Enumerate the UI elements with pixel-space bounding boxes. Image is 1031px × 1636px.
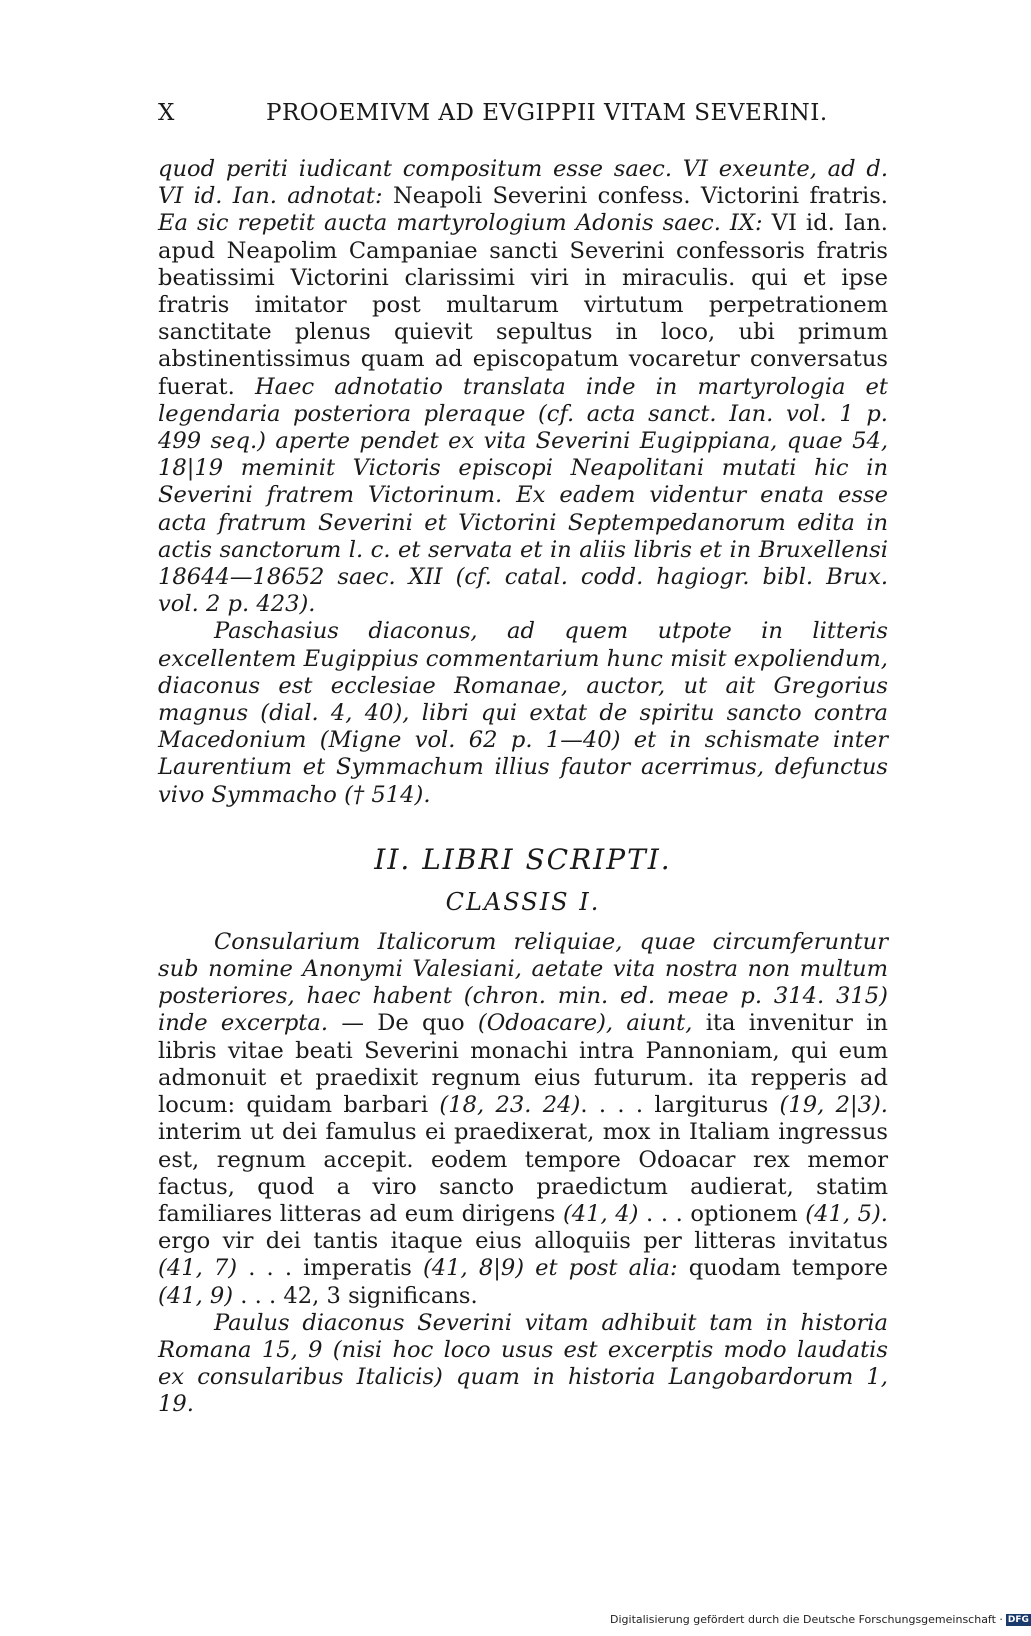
text-run: (18, 23. 24) [439, 1092, 581, 1119]
text-run: (Odoacare), aiunt, [477, 1010, 693, 1037]
text-run: . . . 42, 3 significans. [233, 1282, 478, 1309]
text-run: VI id. Ian. apud Neapolim Campaniae sancti Severini confessoris fratris beatissimi Victorini clarissimi viri in miraculis. qui et ipse fratris imitator post multarum virtutum perpetrationem sanctitate plenus quievit sepultus in loco, ubi primum abstinentissimus quam ad episcopatum vocaretur conversatus fuerat. [158, 210, 888, 400]
paragraph-paschasius [158, 618, 888, 808]
text-run: (41, 7) [158, 1255, 238, 1282]
text-run: (19, 2|3). [779, 1092, 888, 1119]
text-run: ergo vir dei tantis itaque eius alloquiis per litteras invitatus [158, 1228, 888, 1255]
dfg-logo: DFG [1007, 1615, 1029, 1625]
running-title: PROOEMIVM AD EVGIPPII VITAM SEVERINI. [266, 100, 828, 126]
text-run: quodam tempore [677, 1255, 888, 1282]
text-run: (41, 4) [562, 1200, 639, 1227]
text-run: Paulus diaconus Severini vitam adhibuit tam in historia Romana 15, 9 (nisi hoc loco usus est excerptis modo laudatis ex consularibus Italicis) quam in historia Langobardorum 1, 19. [158, 1309, 888, 1418]
text-run: (41, 9) [158, 1282, 234, 1309]
section-heading: II. LIBRI SCRIPTI. [374, 842, 672, 876]
text-run: . . . optionem [638, 1200, 806, 1227]
text-run: Consularium Italicorum reliquiae, quae circumferuntur sub nomine Anonymi Valesiani, aetate vita nostra non multum posteriores, haec habent (chron. min. ed. meae p. 314. 315) inde excerpta. [158, 928, 888, 1037]
text-run: (41, 8|9) et post alia: [422, 1255, 678, 1282]
text-run: interim ut dei famulus ei praedixerat, mox in Italiam ingressus est, regnum accepit. eodem tempore Odoacar rex memor factus, quod a viro sancto praedictum audierat, statim familiares litteras ad eum dirigens [158, 1119, 888, 1227]
paragraph-paulus-diaconus [158, 1310, 888, 1419]
text-run: Ea sic repetit aucta martyrologium Adonis saec. IX: [158, 210, 763, 237]
text-run: — De quo [328, 1010, 478, 1037]
text-run: ita invenitur in libris vitae beati Severini monachi intra Pannoniam, qui eum admonuit et praedixit regnum eius futurum. ita repperis ad locum: quidam barbari [158, 1010, 888, 1119]
text-run: . . . . largiturus [580, 1092, 780, 1119]
text-run: Paschasius diaconus, ad quem utpote in litteris excellentem Eugippius commentarium hunc misit expoliendum, diaconus est ecclesiae Romanae, auctor, ut ait Gregorius magnus (dial. 4, 40), libri qui extat de spiritu sancto contra Macedonium (Migne vol. 62 p. 1—40) et in schismate inter Laurentium et Symmachum illius fautor acerrimus, defunctus vivo Symmacho († 514). [158, 618, 888, 808]
page-number: X [158, 100, 175, 126]
page-body [158, 156, 888, 1419]
paragraph-consularia [158, 929, 888, 1310]
text-run: Haec adnotatio translata inde in martyrologia et legendaria posteriora pleraque (cf. acta sanct. Ian. vol. 1 p. 499 seq.) aperte pendet ex vita Severini Eugippiana, quae 54, 18|19 meminit Victoris episcopi Neapolitani mutati hic in Severini fratrem Victorinum. Ex eadem videntur enata esse acta fratrum Severini et Victorini Septempedanorum edita in actis sanctorum l. c. et servata et in aliis libris et in Bruxellensi 18644—18652 saec. XII (cf. catal. codd. hagiogr. bibl. Brux. vol. 2 p. 423). [158, 373, 888, 618]
subsection-heading: CLASSIS I. [445, 887, 601, 916]
text-run: . . . imperatis [237, 1255, 423, 1282]
text-run: quod periti iudicant compositum esse saec. VI exeunte, ad d. VI id. Ian. adnotat: [158, 156, 888, 210]
paragraph-martyrology [158, 156, 888, 618]
credit-text: Digitalisierung gefördert durch die Deutsche Forschungsgemeinschaft · [610, 1613, 1003, 1626]
text-run: Neapoli Severini confess. Victorini fratris. [382, 183, 888, 210]
text-run: (41, 5). [805, 1200, 888, 1227]
digitization-credit [610, 1613, 1031, 1626]
